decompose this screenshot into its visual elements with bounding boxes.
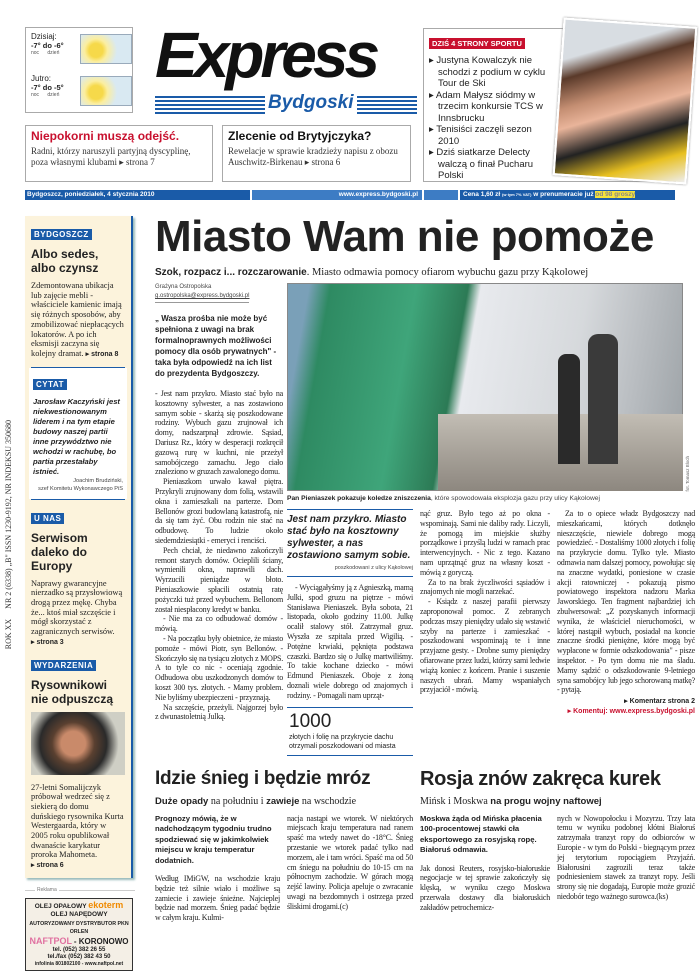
sport-item[interactable]: ▸ Justyna Kowalczyk nie schodzi z podium w cyklu Tour de Ski [429,55,546,89]
section-tag: WYDARZENIA [31,660,96,671]
teaser-title: Zlecenie od Brytyjczyka? [228,129,372,143]
main-headline[interactable]: Miasto Wam nie pomoże [155,212,654,261]
partly-cloudy-icon [80,76,132,106]
article-column: - Wyciągałyśmy ją z Agnieszką, mamą Julki, spod gruzu na piętrze - mówi Stanisława Pieniaszek. Była sobota, 21 listopada, około godziny 11.00. Julkę ocalił stalowy stół. Zatrzymał gruz. Wyszła ze szpitala przed Wigilią. - Potężne krwiaki, pęknięta podstawa czaszki. Bardzo się o Julkę martwiliśmy. To takie kochane dziecko - mówi Edmund Pieniaszek. Oboje z żoną doznali wiele dobrego od znajomych i rodziny. - Pomagali nam uprząt- [287,583,413,700]
sidebar [25,216,133,878]
story-deck: Mińsk i Moskwa na progu wojny naftowej [420,795,602,807]
day-label: dzień [47,92,60,98]
fact-box [287,707,413,756]
comment-link[interactable]: ▸ Komentarz strona 2 [624,698,695,706]
weather-box [25,27,133,113]
quote-text: Jarosław Kaczyński jest niekwestionowanym liderem i na tym etapie budowy naszej partii inne przywództwo nie wchodzi w rachubę, bo partia przestałaby istnieć. [33,396,120,476]
photo-caption: Pan Pieniaszek pokazuje koledze zniszczenia, które spowodowała eksplozja gazu przy ulicy Kąkolowej [287,495,600,502]
quote-author: Joachim Brudziński, [73,477,123,484]
sport-tag: DZIŚ 4 STRONY SPORTU [429,38,525,49]
story-headline[interactable]: Idzie śnieg i będzie mróz [155,767,371,789]
logo-express: Express [155,19,377,91]
sport-item[interactable]: ▸ Tenisiści zaczęli sezon 2010 [429,124,532,147]
cartoonist-photo [31,712,125,775]
price-bar: Cena 1,60 zł (w tym 7% VAT) w prenumeracie już od 98 groszy [460,190,675,200]
sidebar-item-u-nas[interactable]: U NAS Serwisom daleko do Europy Naprawy gwarancyjne nierzadko są przysłowiową drogą przez mękę. Chyba że... ktoś miał szczęście i mógł skorzystać z zagranicznych serwisów. ▸ strona 3 [31,500,125,655]
sport-item[interactable]: ▸ Adam Małysz siódmy w trzecim konkursie TCS w Innsbrucku [429,89,543,124]
sidebar-item-wydarzenia[interactable]: WYDARZENIA Rysownikowi nie odpuszczą 27-letni Somalijczyk próbował wedrzeć się z siekierą do domu duńskiego rysownika Kurta Westergaarda, który w 2005 roku opublikował dwanaście karykatur proroka Mahometa. ▸ strona 6 [31,660,124,870]
pull-quote: Jest nam przykro. Miasto stać było na kosztowny sylwester, a nas zostawiono samym sobie. poszkodowani z ulicy Kąkolowej [287,509,413,577]
logo-bydgoski: Bydgoski [265,92,357,114]
story-headline[interactable]: Rosja znów zakręca kurek [420,767,661,790]
sidebar-title: Albo sedes, albo czynsz [31,247,99,275]
weather-tomorrow-temp: -7° do -5° [31,83,64,92]
teaser-page: ▸ strona 6 [304,157,341,167]
section-tag: BYDGOSZCZ [31,229,92,240]
main-photo [287,283,683,491]
main-lead: „ Wasza prośba nie może być spełniona z uwagi na brak formalnoprawnych możliwości pomocy dla osób prywatnych" - taka była odpowiedź na ich list do prezydenta Bydgoszczy. [155,314,277,378]
article-column: nąć gruz. Było tego aż po okna - wspominają. Sami nie daliby rady. Liczyli, że pomogą im miejskie służby porządkowe i przyślą ludzi w ramach prac interwencyjnych. - Nic z tego. Kazano nam uprzątnąć gruz na własny koszt - mówią z goryczą. Za to na brak życzliwości sąsiadów i znajomych nie mogli narzekać. - Ksiądz z naszej parafii pierwszy zaproponował pomoc. Z zebranych podczas mszy pieniędzy udało się wstawić szyby na parterze i zamieszkać - poszkodowani wspominają te i inne przyjazne gesty. - Drobne sumy pieniędzy ofiarowane przez ludzi, którzy sami ledwie wiążą koniec z końcem. Pranie i suszenie naszych ubrań. Mamy wspaniałych przyjaciół - mówią. [420,509,550,695]
weather-today-temp: -7° do -6° [31,41,64,50]
weather-today-label: Dzisiaj: [31,32,57,41]
section-tag: CYTAT [33,379,67,390]
advertisement[interactable]: OLEJ OPAŁOWY ekoterm OLEJ NAPĘDOWY AUTORYZOWANY DYSTRYBUTOR PKN ORLEN NAFTPOL - KORONOWO tel. (052) 382 26 55 tel./fax (052) 382 43 50 infolinia 801802100 - www.naftpol.net [25,898,133,971]
article-column: Za to o opiece władz Bydgoszczy nad mieszkańcami, których dotknęło nieszczęście, niewiele dobrego mogą powiedzieć. - Dostaliśmy 1000 złotych i folię na przykrycie domu. Tylko tyle. Miasto odmawia nam dalszej pomocy, powołując się na znaczne wydatki, poniesione w czasie akcji ratowniczej - pokazują pismo powiatowego inspektora nadzoru Marka Jaworskiego. Ten fragment najbardziej ich zbulwersował: „Z pozyskanych informacji wynika, że właściciel nieruchomości, w której nastąpił wybuch, posiadał na koncie znaczne środki pieniężne, które mogą być wypłacone w formie odszkodowania" - pisze inspektor. - Po tym domu nie ma śladu. Mamy sądzić o odszkodowanie 9-letniego syna samobójcy lub jego schorowaną matkę? - pytają. ▸ Komentarz strona 2 ▸ Komentuj: www.express.bydgoski.pl [557,509,695,715]
masthead-logo[interactable] [155,19,417,117]
sidebar-title: Serwisom daleko do Europy [31,530,88,573]
teaser-box[interactable] [25,125,213,182]
teaser-text: Radni, którzy naruszyli partyjną dyscyplinę, poza własnymi klubami [31,146,191,167]
day-label: dzień [47,50,60,56]
page-ref: ▸ strona 8 [85,350,119,358]
story-lead: Prognozy mówią, że w nadchodzącym tygodniu trudno spodziewać się w jakimkolwiek miejscu w kraju temperatur dodatnich. [155,813,272,865]
sidebar-item-bydgoszcz[interactable]: BYDGOSZCZ Albo sedes, albo czynsz Zdemontowana ubikacja lub zajęcie mebli - właściciele kamienic imają się różnych sposobów, aby zmobilizować niepłacących lokatorów. A po ich eksmisji zaczyna się kolejny dramat. ▸ strona 8 [31,230,124,358]
teaser-box[interactable] [222,125,411,182]
website-link[interactable]: www.express.bydgoski.pl [252,190,422,200]
page-ref: ▸ strona 6 [31,862,64,870]
teaser-text: Rewelacje w sprawie kradzieży napisu z obozu Auschwitz-Birkenau [228,146,398,167]
quote-role: szef Komitetu Wykonawczego PiS [38,485,123,492]
teaser-title: Niepokorni muszą odejść. [31,129,180,143]
story-text: Według IMiGW, na wschodzie kraju będzie też silnie wiało i możliwe są zamiecie i zawieje śnieżne. Najcieplej będzie nad morzem. Śnieg padać będzie w całym kraju. Kulmi- [155,874,280,923]
fact-text: złotych i folię na przykrycie dachu otrzymali poszkodowani od miasta [289,733,396,750]
article-column: - Jest nam przykro. Miasto stać było na kosztowny sylwester, a nas zostawiono samym sobie - skarżą się poszkodowane rodziny. Wybuch gazu zrujnował ich domy, nadszarpnął zdrowie. Sąsiad, Dariusz Rz., który w desperacji rozkręcił gazową rurę w kuchni, nie przeżył samobójczego zamachu. Jego ciało znaleziono w gruzach zawalonego domu. Pieniaszkom urwało kawał piętra. Przykryli zrujnowany dom folią, wstawili okna i zamieszkali na parterze. Dom Bellonów grozi budowlaną katastrofą, nie da się tam żyć. Obu rodzin nie stać na odbudowę. To ludzie około siedemdziesiątki - emeryci i renciści. Pech chciał, że niedawno zakończyli remont starych domów. Ocieplili ściany, wymienili okna, naprawili dach. Wyrzucili pieniądze w błoto. Pieniaszkowie spłacili ostatnią ratę pożyczki tuż przed wybuchem. Bellonom został niespłacony kredyt w banku. - Nie ma za co odbudować domów - mówią. - Na początku były obietnice, że miasto pomoże - mówi Piotr, syn Bellonów. - Skończyło się na tysiącu złotych z MOPS. A to tyle co nic - oceniają zgodnie. Odbudowa obu uszkodzonych domów to koszt 300 tys. złotych. - Mamy problem. Nie byliśmy ubezpieczeni - przyznają. Na szczęście, przeżyli. Najgorzej było z dwunastoletnią Julką. [155,389,283,722]
sport-item[interactable]: ▸ Dziś siatkarze Delecty walczą o finał Pucharu Polski [429,147,534,181]
weather-today [31,32,127,70]
discuss-link[interactable]: ▸ Komentuj: www.express.bydgoski.pl [567,707,695,715]
date-bar: Bydgoszcz, poniedziałek, 4 stycznia 2010 [25,190,250,200]
issue-info: ROK XX NR 2 (6338) „B" ISSN 1230-9192, NR INDEKSU 350680 [4,420,13,650]
author-email[interactable]: g.ostropolska@express.bydgoski.pl [155,293,250,299]
fact-number: 1000 [289,710,332,732]
photo-credit: fot. Tomasz Bloch [685,455,690,491]
story-lead: Moskwa żąda od Mińska płacenia 100-procentowej stawki cła eksportowego za rosyjską ropę. Białoruś odmawia. [420,813,542,855]
story-text: Jak donosi Reuters, rosyjsko-białoruskie negocjacje w tej sprawie zakończyły się klęską, w wyniku czego Moskwa przerwała dostawy dla białoruskich zakładów petrochemicz- [420,863,550,912]
night-label: noc [31,50,40,56]
weather-tomorrow [31,74,127,112]
partly-cloudy-icon [80,34,132,64]
weather-tomorrow-label: Jutro: [31,74,52,83]
section-tag: U NAS [31,513,64,524]
night-label: noc [31,92,40,98]
page-ref: ▸ strona 3 [31,638,64,646]
story-text: nych w Nowopołocku i Mozyrzu. Trzy lata temu w wyniku podobnej kłótni Białoruś zatrzymała tranzyt ropy do odbiorców w Europie - w tym do Polski - biegnącym przez jej terytorium ropociągiem Przyjaźń. Białorusini zagrozili teraz także podniesieniem stawek za tranzyt ropy. Jeśli strony się nie dogadają, Europie może grozić niedobór tego ważnego surowca.(ks) [557,813,695,901]
main-deck: Szok, rozpacz i... rozczarowanie. Miasto odmawia pomocy ofiarom wybuchu gazu przy Kąkolowej [155,267,589,278]
sport-photo [553,18,698,185]
story-deck: Duże opady na południu i zawieje na wschodzie [155,795,357,807]
sidebar-quote [29,368,127,499]
author-name: Grażyna Ostropolska [155,284,212,290]
sidebar-title: Rysownikowi nie odpuszczą [31,677,114,706]
ad-label: Reklama [37,886,57,893]
story-text: nacja nastąpi we wtorek. W niektórych miejscach kraju temperatura nad ranem spaść ma wtedy nawet do -18°C. Śnieg przestanie we wtorek padać tylko nad morzem, ale i tam wróci. Spaść ma od 50 cm śniegu na południu do 10-15 cm na północnym zachodzie. W górach mogą zejść lawiny. Policja apeluje o zwracanie uwagi na bezdomnych i ostrzega przed śliskimi drogami.(c) [287,813,413,911]
teaser-page: ▸ strona 7 [119,157,155,167]
